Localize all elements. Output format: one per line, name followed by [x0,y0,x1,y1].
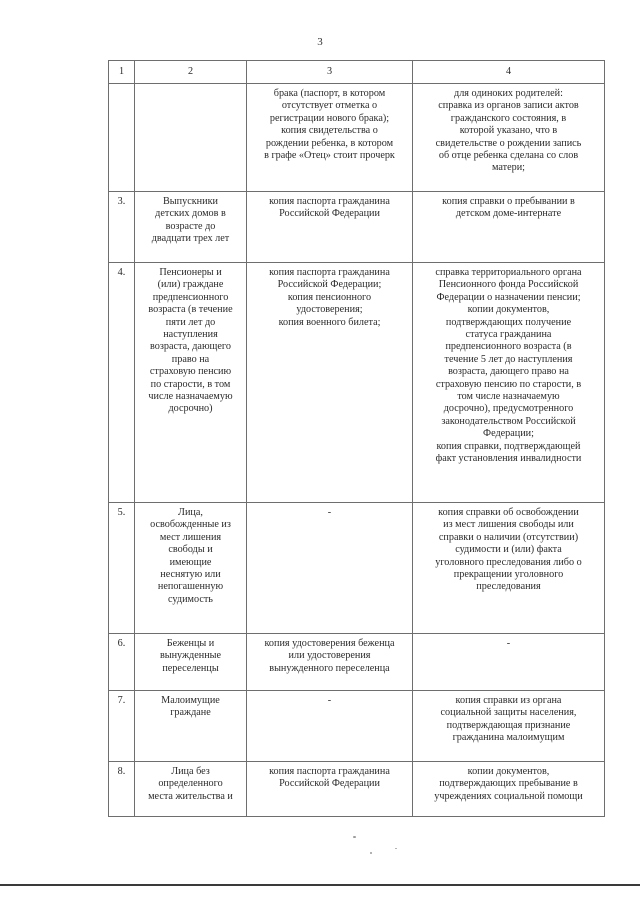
documents-cell: брака (паспорт, в котором отсутствует отметка о регистрации нового брака); копия свидетельства о рождении ребенка, в котором в графе «Отец» стоит прочерк [247,84,413,192]
documents-cell: копия паспорта гражданина Российской Федерации [247,762,413,817]
scan-speck [353,836,356,838]
documents-cell: копия паспорта гражданина Российской Федерации; копия пенсионного удостоверения; копия военного билета; [247,263,413,503]
column-number-3: 3 [247,61,413,84]
table-header-row [109,61,605,84]
category-cell: Лица, освобожденные из мест лишения свободы и имеющие неснятую или непогашенную судимость [135,503,247,634]
category-cell: Беженцы и вынужденные переселенцы [135,634,247,691]
documents-cell: - [247,503,413,634]
row-number [109,84,135,192]
confirmation-cell: для одиноких родителей: справка из органов записи актов гражданского состояния, в которой указано, что в свидетельстве о рождении запись об отце ребенка сделана со слов матери; [413,84,605,192]
column-number-1: 1 [109,61,135,84]
row-number: 7. [109,691,135,762]
table-row [109,503,605,634]
table-row [109,634,605,691]
row-number: 4. [109,263,135,503]
page-bottom-border [0,884,640,886]
table-row [109,762,605,817]
column-number-4: 4 [413,61,605,84]
table-row [109,84,605,192]
confirmation-cell: копия справки из органа социальной защиты населения, подтверждающая признание гражданина малоимущим [413,691,605,762]
category-cell: Выпускники детских домов в возрасте до двадцати трех лет [135,192,247,263]
category-cell: Малоимущие граждане [135,691,247,762]
confirmation-cell: копии документов, подтверждающих пребывание в учреждениях социальной помощи [413,762,605,817]
scan-speck [395,848,397,849]
table-row [109,263,605,503]
table-row [109,192,605,263]
row-number: 5. [109,503,135,634]
confirmation-cell: справка территориального органа Пенсионного фонда Российской Федерации о назначении пенсии; копии документов, подтверждающих получение статуса гражданина предпенсионного возраста (в течение 5 лет до наступления возраста, дающего право на страховую пенсию по старости, в том числе назначаемую досрочно), предусмотренного законодательством Российской Федерации; копия справки, подтверждающей факт установления инвалидности [413,263,605,503]
document-table [108,60,605,817]
table-row [109,691,605,762]
column-number-2: 2 [135,61,247,84]
documents-cell: копия удостоверения беженца или удостоверения вынужденного переселенца [247,634,413,691]
confirmation-cell: - [413,634,605,691]
row-number: 6. [109,634,135,691]
category-cell: Лица без определенного места жительства и [135,762,247,817]
confirmation-cell: копия справки об освобождении из мест лишения свободы или справки о наличии (отсутствии) судимости и (или) факта уголовного преследования либо о прекращении уголовного преследования [413,503,605,634]
scan-speck [370,852,372,854]
row-number: 3. [109,192,135,263]
page-number: 3 [317,36,323,48]
documents-cell: - [247,691,413,762]
category-cell: Пенсионеры и (или) граждане предпенсионного возраста (в течение пяти лет до наступления возраста, дающего право на страховую пенсию по старости, в том числе назначаемую досрочно) [135,263,247,503]
row-number: 8. [109,762,135,817]
documents-cell: копия паспорта гражданина Российской Федерации [247,192,413,263]
confirmation-cell: копия справки о пребывании в детском доме-интернате [413,192,605,263]
category-cell [135,84,247,192]
